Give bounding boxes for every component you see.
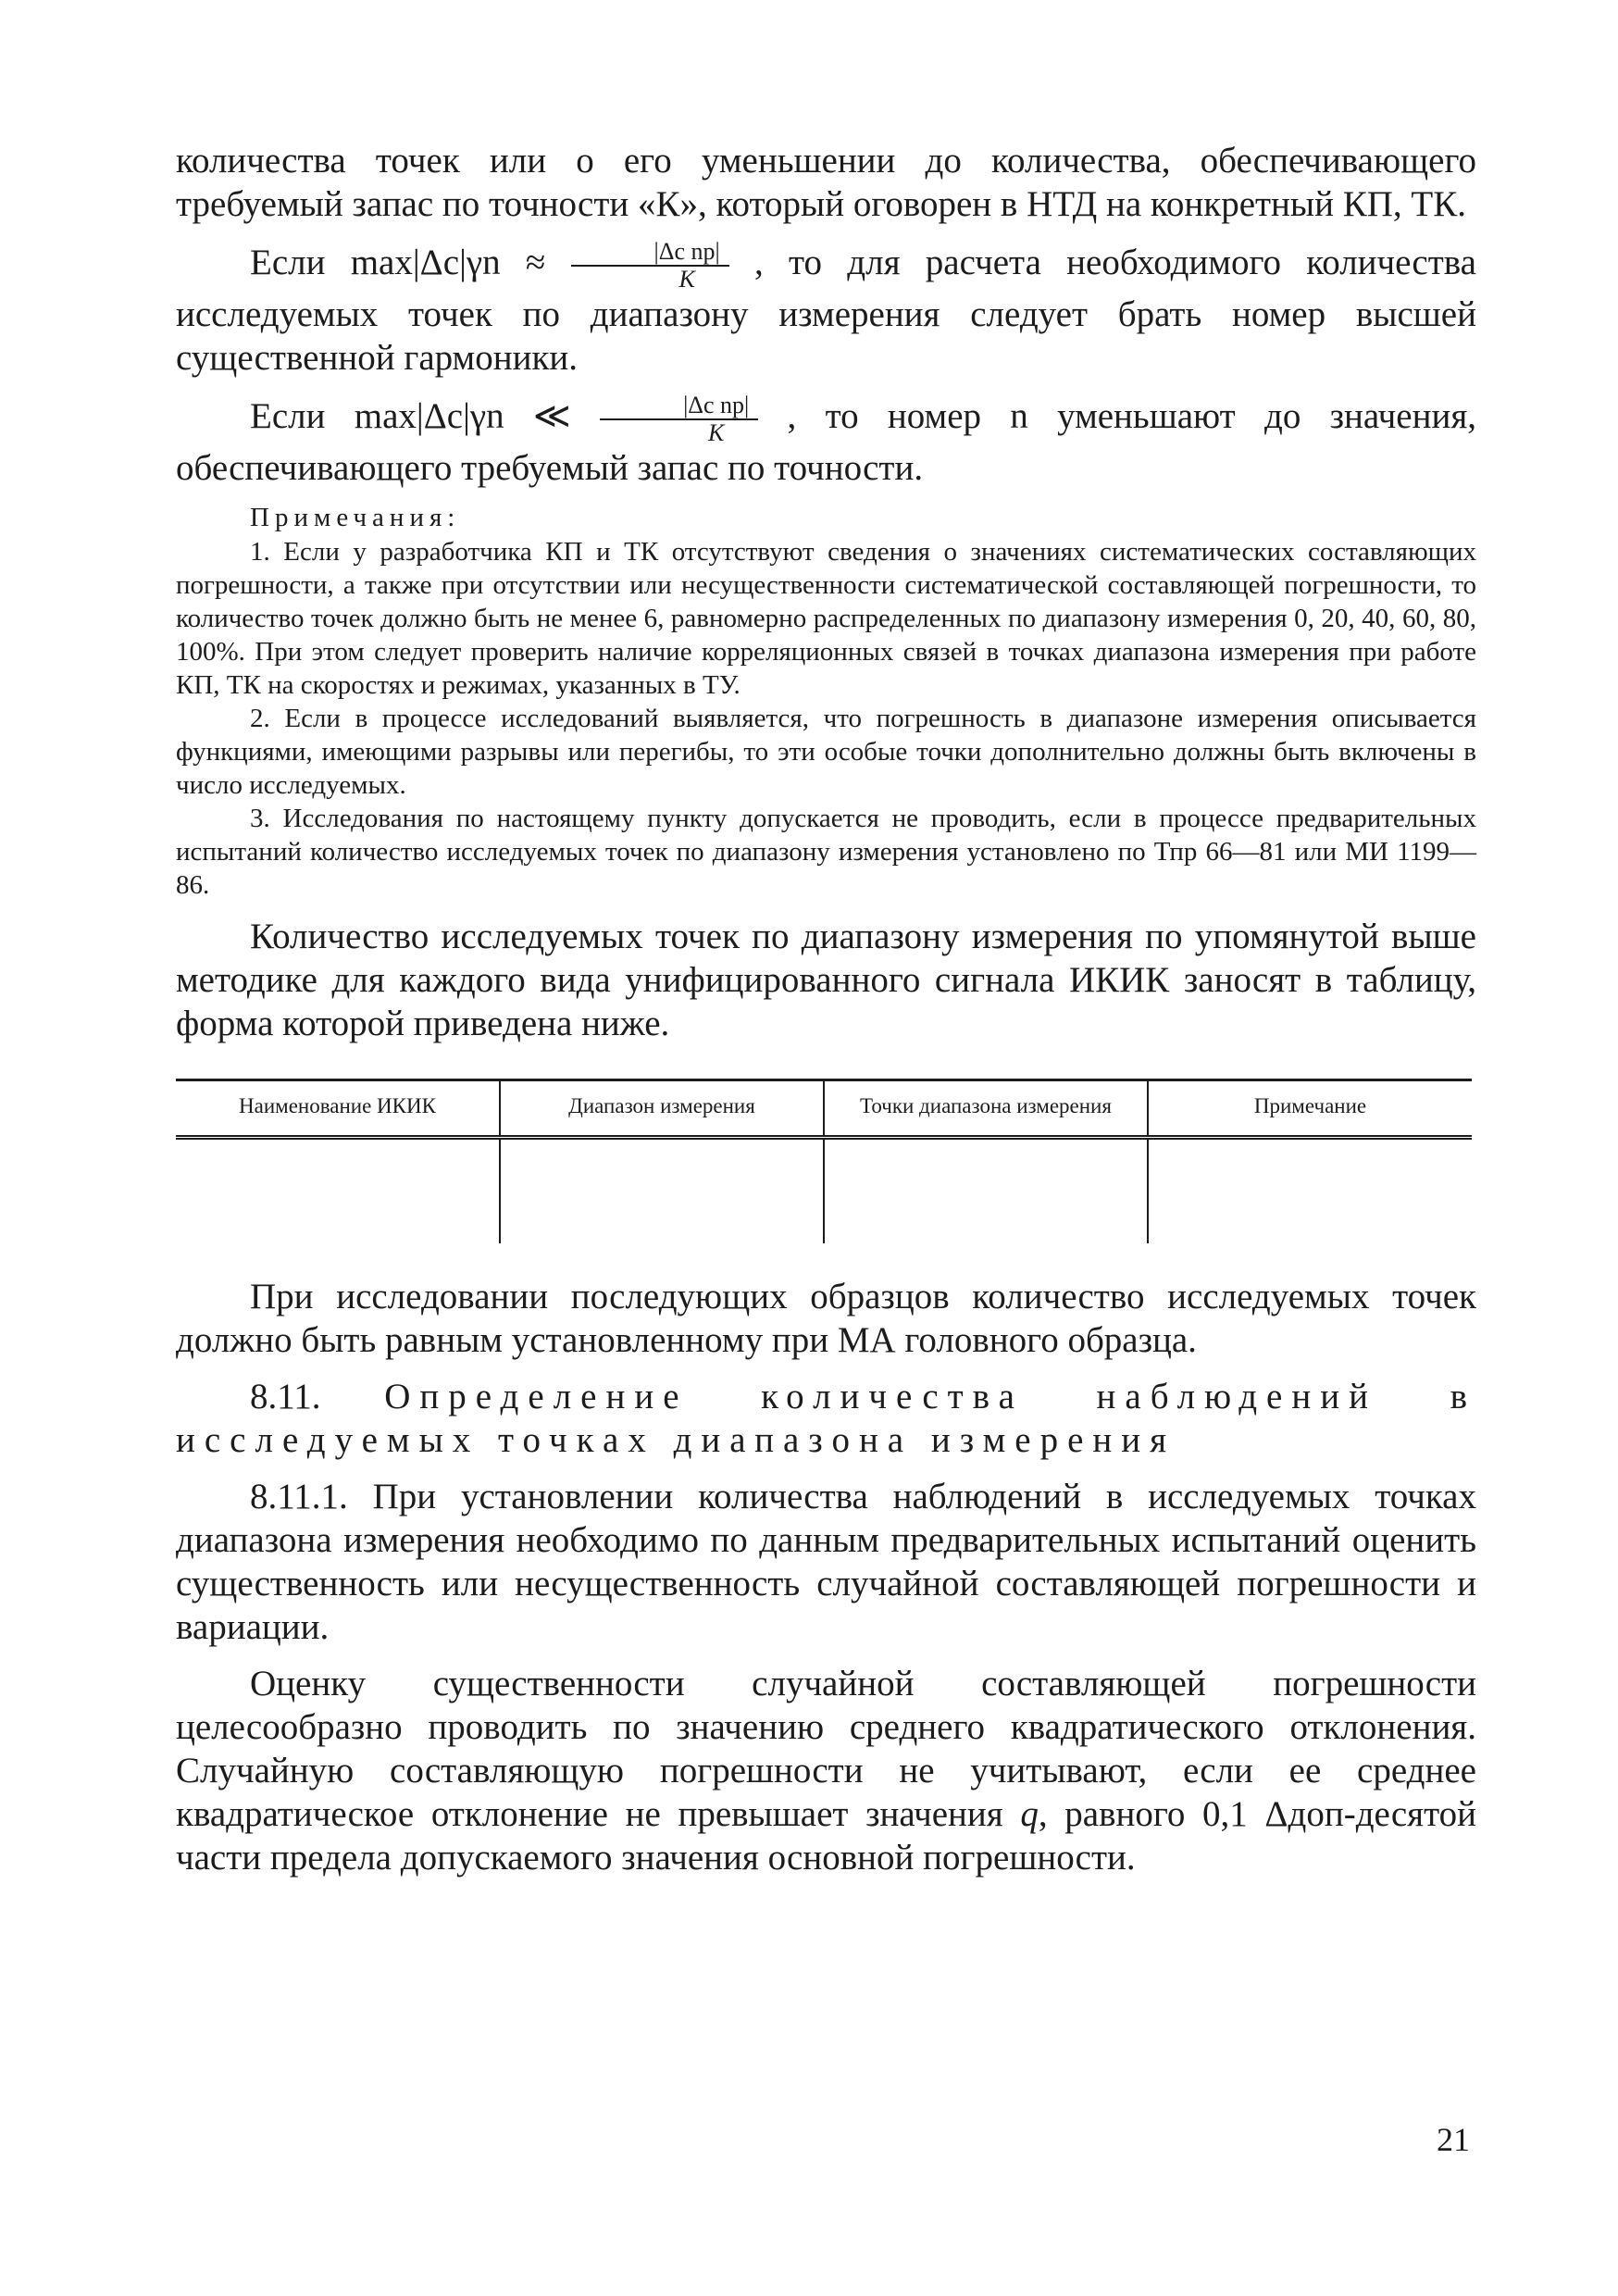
header-range: Диапазон измерения <box>500 1080 824 1138</box>
paragraph-5: При исследовании последующих образцов количество исследуемых точек должно быть равным установленному при МА головного образца. <box>176 1277 1476 1360</box>
note-3: 3. Исследования по настоящему пункту допускается не проводить, если в процессе предварительных испытаний количество исследуемых точек по диапазону измерения установлено по Тпр 66—81 или МИ 1199—86. <box>176 804 1476 900</box>
fraction-1 <box>571 239 729 293</box>
paragraph-7 <box>176 1662 1476 1879</box>
fraction-2 <box>600 393 758 446</box>
fraction-2-denominator: K <box>707 419 725 446</box>
section-title: Определение количества наблюдений в исследуемых точках диапазона измерения <box>176 1377 1477 1460</box>
header-ikik-name: Наименование ИКИК <box>176 1080 500 1138</box>
paragraph-2-lead: Если max|Δc|γn ≈ <box>250 242 546 282</box>
paragraph-4: Количество исследуемых точек по диапазону измерения по упомянутой выше методике для каждого вида унифицированного сигнала ИКИК заносят в таблицу, форма которой приведена ниже. <box>176 917 1476 1043</box>
section-number: 8.11. <box>250 1377 321 1416</box>
paragraph-3 <box>176 393 1476 490</box>
table-row <box>176 1138 1472 1244</box>
paragraph-2-tail: , то для расчета необходимого количества исследуемых точек по диапазону измерения следует брать номер высшей существенной гармоники. <box>176 242 1476 378</box>
header-range-points: Точки диапазона измерения <box>824 1080 1148 1138</box>
note-2: 2. Если в процессе исследований выявляется, что погрешность в диапазоне измерения описывается функциями, имеющими разрывы или перегибы, то эти особые точки дополнительно должны быть включены в число исследуемых. <box>176 704 1476 800</box>
table-cell <box>176 1138 500 1244</box>
note-1: 1. Если у разработчика КП и ТК отсутствуют сведения о значениях систематических составляющих погрешности, а также при отсутствии или несущественности систематической составляющей погрешности, то количество точек должно быть не менее 6, равномерно распределенных по диапазону измерения 0, 20, 40, 60, 80, 100%. При этом следует проверить наличие корреляционных связей в точках диапазона измерения при работе КП, ТК на скоростях и режимах, указанных в ТУ. <box>176 537 1476 700</box>
paragraph-7-tail: , равного 0,1 Δдоп-десятой части предела допускаемого значения основной погрешности. <box>176 1794 1476 1878</box>
fraction-1-denominator: K <box>678 266 695 293</box>
paragraph-2 <box>176 239 1476 380</box>
fraction-1-numerator: |Δc np| <box>571 239 729 267</box>
header-note: Примечание <box>1148 1080 1472 1138</box>
paragraph-1: количества точек или о его уменьшении до количества, обеспечивающего требуемый запас по точности «К», который оговорен в НТД на конкретный КП, ТК. <box>176 141 1476 224</box>
variable-q: q <box>1020 1794 1039 1834</box>
section-heading-8-11 <box>176 1375 1476 1462</box>
page-number: 21 <box>1437 2121 1470 2158</box>
table-header-row <box>176 1080 1472 1138</box>
document-page <box>176 139 1476 1879</box>
table-cell <box>500 1138 824 1244</box>
notes-title: Примечания: <box>250 503 461 532</box>
paragraph-7-lead: Оценку существенности случайной составляющей погрешности целесообразно проводить по значению среднего квадратического отклонения. Случайную составляющую погрешности не учитывают, если ее среднее квадратическое отклонение не превышает значения <box>176 1664 1476 1834</box>
paragraph-3-tail: , то номер n уменьшают до значения, обеспечивающего требуемый запас по точности. <box>176 395 1477 488</box>
paragraph-3-lead: Если max|Δc|γn ≪ <box>250 395 571 436</box>
fraction-2-numerator: |Δc np| <box>600 393 758 420</box>
paragraph-6: 8.11.1. При установлении количества наблюдений в исследуемых точках диапазона измерения необходимо по данным предварительных испытаний оценить существенность или несущественность случайной составляющей погрешности и вариации. <box>176 1477 1476 1647</box>
form-table <box>176 1079 1472 1243</box>
table-cell <box>824 1138 1148 1244</box>
table-cell <box>1148 1138 1472 1244</box>
